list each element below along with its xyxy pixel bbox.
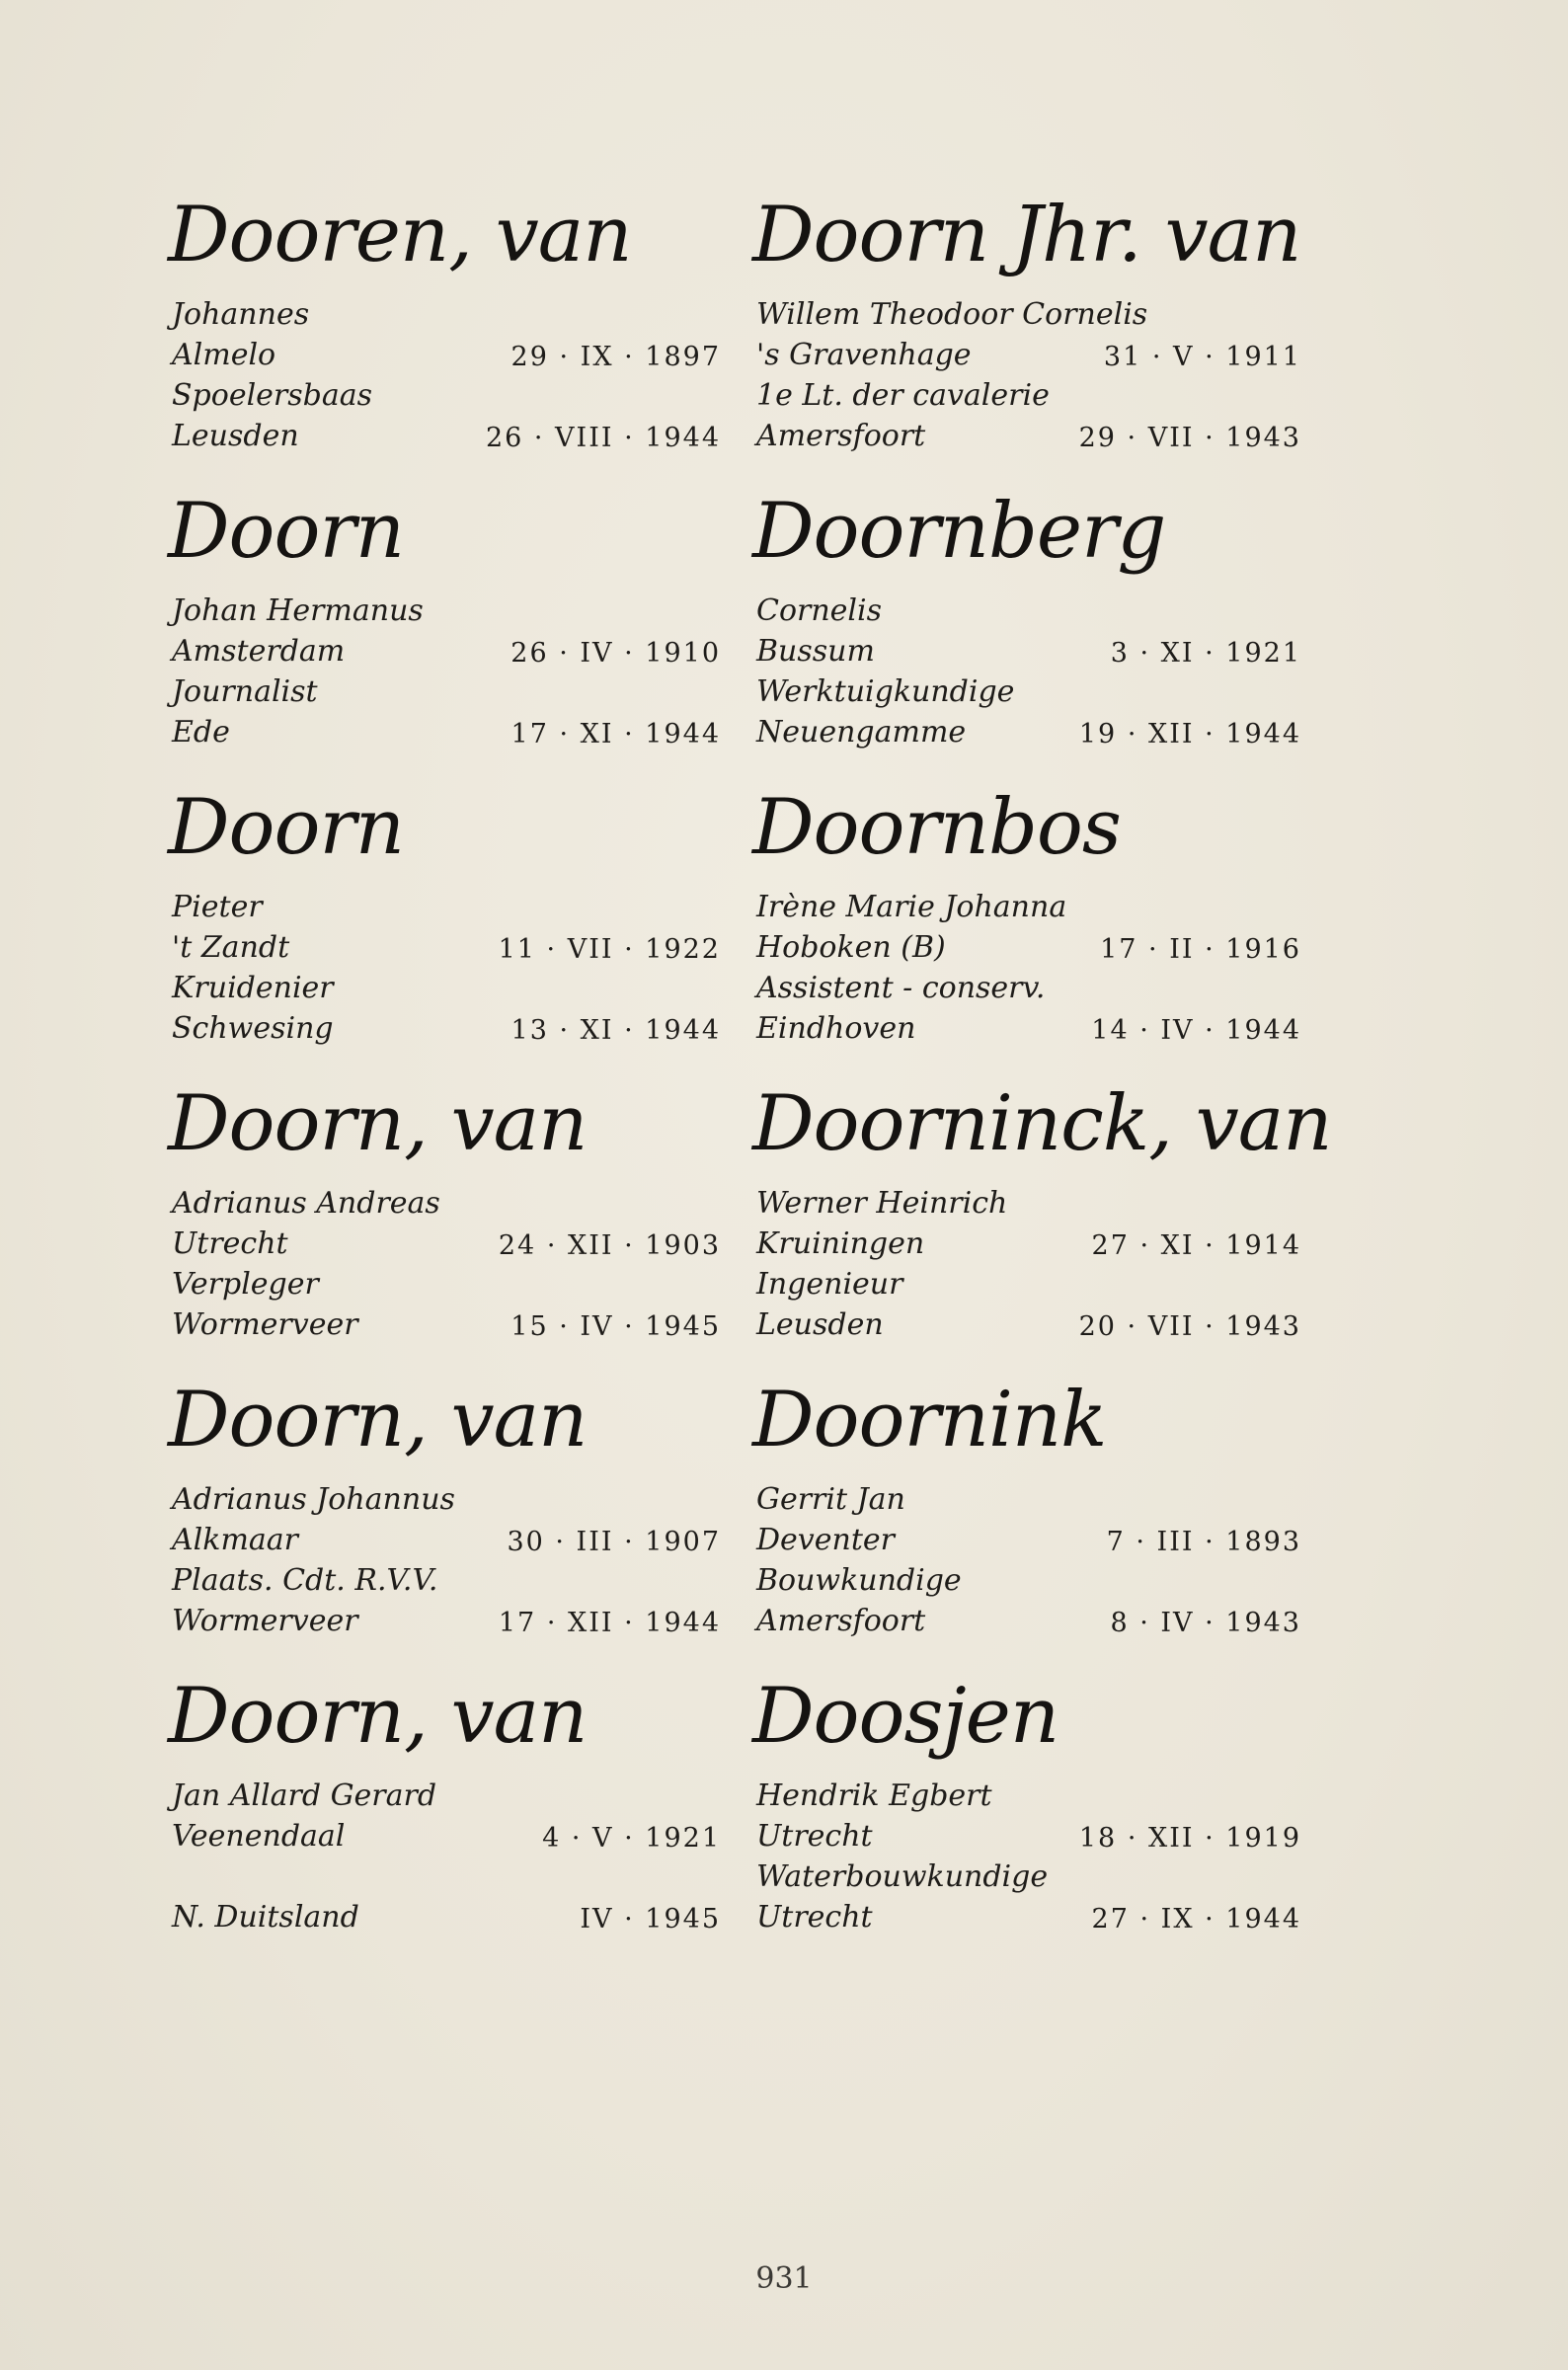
occupation: Bouwkundige <box>756 1563 962 1598</box>
death-place: Leusden <box>172 419 299 453</box>
death-date: 20 · VII · 1943 <box>1078 1311 1301 1342</box>
entry <box>752 780 1305 1076</box>
entry-row <box>168 1224 721 1264</box>
entry-row <box>168 672 721 712</box>
entry-row <box>752 294 1305 335</box>
entry <box>168 780 721 1076</box>
surname-heading: Dooren, van <box>168 191 632 279</box>
entry-row <box>752 1816 1305 1856</box>
occupation: 1e Lt. der cavalerie <box>756 378 1050 413</box>
birth-date: 3 · XI · 1921 <box>1110 638 1301 669</box>
surname-heading: Doornbos <box>752 783 1121 872</box>
death-date: 26 · VIII · 1944 <box>485 423 721 453</box>
birthplace: 't Zandt <box>172 930 290 965</box>
occupation: Spoelersbaas <box>172 378 373 413</box>
given-names: Gerrit Jan <box>756 1482 905 1517</box>
birthplace: Utrecht <box>756 1819 873 1854</box>
entry <box>752 484 1305 780</box>
entry <box>752 1076 1332 1373</box>
birth-date: 29 · IX · 1897 <box>510 342 721 372</box>
entry-row <box>168 1856 721 1897</box>
entry-row <box>752 1776 1305 1816</box>
entry-row <box>752 1224 1305 1264</box>
entry-row <box>168 887 721 927</box>
entry-row <box>168 1479 721 1520</box>
death-place: Schwesing <box>172 1011 334 1046</box>
death-place: Ede <box>172 715 230 750</box>
death-place: Amersfoort <box>756 1604 926 1638</box>
entry-row <box>752 1479 1305 1520</box>
entry <box>168 1373 721 1669</box>
entry-row <box>752 1520 1305 1560</box>
entry-row <box>168 1776 721 1816</box>
entry-row <box>752 335 1305 375</box>
surname-heading: Doorn Jhr. van <box>752 191 1301 279</box>
entry-row <box>752 1008 1305 1049</box>
birthplace: Deventer <box>756 1523 895 1557</box>
surname-heading: Doorninck, van <box>752 1079 1332 1168</box>
occupation: Werktuigkundige <box>756 674 1015 709</box>
entry-row <box>168 631 721 672</box>
birth-date: 11 · VII · 1922 <box>498 934 721 965</box>
birthplace: Alkmaar <box>172 1523 298 1557</box>
entry-row <box>168 1601 721 1641</box>
entry-row <box>168 1897 721 1937</box>
entry-row <box>752 887 1305 927</box>
surname-heading: Doornberg <box>752 487 1166 576</box>
death-place: Leusden <box>756 1307 884 1342</box>
given-names: Jan Allard Gerard <box>172 1778 437 1813</box>
given-names: Pieter <box>172 890 263 924</box>
entry-row <box>168 1264 721 1304</box>
entry-row <box>752 1897 1305 1937</box>
entry-row <box>168 375 721 416</box>
birthplace: 's Gravenhage <box>756 338 972 372</box>
entry-row <box>168 1183 721 1224</box>
entry-row <box>168 294 721 335</box>
entry-row <box>168 968 721 1008</box>
birth-date: 7 · III · 1893 <box>1106 1527 1301 1557</box>
birth-date: 18 · XII · 1919 <box>1078 1823 1301 1854</box>
death-place: Utrecht <box>756 1900 873 1935</box>
entry-row <box>752 591 1305 631</box>
given-names: Willem Theodoor Cornelis <box>756 297 1148 332</box>
birth-date: 30 · III · 1907 <box>507 1527 721 1557</box>
entry-row <box>752 1601 1305 1641</box>
entry <box>752 1669 1305 1965</box>
given-names: Hendrik Egbert <box>756 1778 992 1813</box>
birthplace: Hoboken (B) <box>756 930 946 965</box>
birthplace: Almelo <box>172 338 276 372</box>
given-names: Adrianus Andreas <box>172 1186 440 1221</box>
death-date: 17 · XI · 1944 <box>510 719 721 750</box>
page-number: 931 <box>755 2261 813 2296</box>
surname-heading: Doorn <box>168 783 404 872</box>
entry-row <box>168 591 721 631</box>
birth-date: 27 · XI · 1914 <box>1091 1230 1301 1261</box>
surname-heading: Doosjen <box>752 1672 1059 1761</box>
entry-row <box>752 927 1305 968</box>
entry-row <box>168 1008 721 1049</box>
death-date: 14 · IV · 1944 <box>1091 1015 1301 1046</box>
left-column <box>168 188 721 1965</box>
death-date: 15 · IV · 1945 <box>510 1311 721 1342</box>
given-names: Johan Hermanus <box>172 593 424 628</box>
occupation: Ingenieur <box>756 1267 903 1302</box>
entry-row <box>168 335 721 375</box>
entry-row <box>752 416 1305 456</box>
entry-row <box>168 416 721 456</box>
birthplace: Bussum <box>756 634 875 669</box>
entry <box>168 188 721 484</box>
entry-row <box>168 1304 721 1345</box>
entry <box>168 1669 721 1965</box>
entry-row <box>752 672 1305 712</box>
occupation: Assistent - conserv. <box>756 971 1046 1005</box>
entry <box>752 188 1305 484</box>
birthplace: Utrecht <box>172 1226 288 1261</box>
given-names: Irène Marie Johanna <box>756 890 1067 924</box>
entry-row <box>752 1856 1305 1897</box>
entry <box>168 484 721 780</box>
entry-row <box>168 712 721 752</box>
death-date: IV · 1945 <box>580 1904 721 1935</box>
death-place: Amersfoort <box>756 419 926 453</box>
birth-date: 26 · IV · 1910 <box>510 638 721 669</box>
occupation: Kruidenier <box>172 971 334 1005</box>
death-date: 19 · XII · 1944 <box>1078 719 1301 750</box>
given-names: Adrianus Johannus <box>172 1482 455 1517</box>
entry-row <box>752 1304 1305 1345</box>
death-place: N. Duitsland <box>172 1900 359 1935</box>
birth-date: 31 · V · 1911 <box>1103 342 1301 372</box>
entry <box>752 1373 1305 1669</box>
death-place: Wormerveer <box>172 1604 358 1638</box>
occupation: Plaats. Cdt. R.V.V. <box>172 1563 438 1598</box>
birth-date: 17 · II · 1916 <box>1100 934 1301 965</box>
entry-row <box>168 927 721 968</box>
death-date: 27 · IX · 1944 <box>1091 1904 1301 1935</box>
birthplace: Veenendaal <box>172 1819 346 1854</box>
surname-heading: Doorn, van <box>168 1376 588 1464</box>
occupation: Journalist <box>172 674 318 709</box>
death-place: Eindhoven <box>756 1011 916 1046</box>
right-column <box>752 188 1332 1965</box>
entry-row <box>752 1264 1305 1304</box>
entry <box>168 1076 721 1373</box>
death-place: Neuengamme <box>756 715 967 750</box>
given-names: Johannes <box>172 297 310 332</box>
death-date: 17 · XII · 1944 <box>498 1608 721 1638</box>
birthplace: Kruiningen <box>756 1226 925 1261</box>
given-names: Werner Heinrich <box>756 1186 1008 1221</box>
surname-heading: Doorn, van <box>168 1672 588 1761</box>
birthplace: Amsterdam <box>172 634 346 669</box>
death-date: 8 · IV · 1943 <box>1110 1608 1301 1638</box>
entry-row <box>752 968 1305 1008</box>
entry-row <box>168 1520 721 1560</box>
entry-row <box>752 631 1305 672</box>
surname-heading: Doorn, van <box>168 1079 588 1168</box>
birth-date: 24 · XII · 1903 <box>498 1230 721 1261</box>
entry-row <box>168 1560 721 1601</box>
occupation: Verpleger <box>172 1267 319 1302</box>
birth-date: 4 · V · 1921 <box>542 1823 721 1854</box>
surname-heading: Doorn <box>168 487 404 576</box>
death-date: 29 · VII · 1943 <box>1078 423 1301 453</box>
entry-row <box>168 1816 721 1856</box>
death-date: 13 · XI · 1944 <box>510 1015 721 1046</box>
entry-row <box>752 712 1305 752</box>
surname-heading: Doornink <box>752 1376 1107 1464</box>
entry-row <box>752 1183 1305 1224</box>
death-place: Wormerveer <box>172 1307 358 1342</box>
occupation: Waterbouwkundige <box>756 1859 1049 1894</box>
given-names: Cornelis <box>756 593 883 628</box>
entry-row <box>752 1560 1305 1601</box>
entry-row <box>752 375 1305 416</box>
